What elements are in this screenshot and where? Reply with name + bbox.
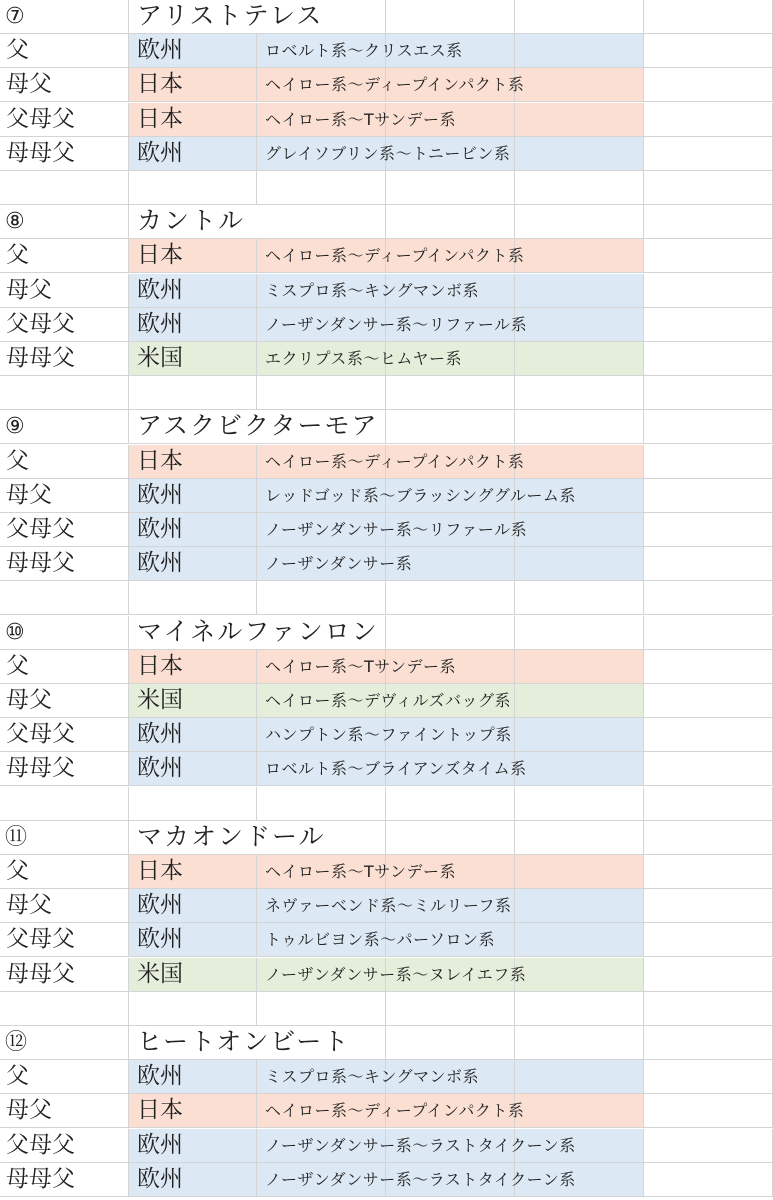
grid-cell[interactable] <box>515 34 644 68</box>
grid-cell[interactable] <box>644 581 773 615</box>
grid-cell[interactable] <box>644 923 773 957</box>
grid-cell[interactable] <box>644 137 773 171</box>
relation-label: 父母父 <box>6 1131 75 1158</box>
grid-cell[interactable] <box>515 821 644 855</box>
region-label: 日本 <box>137 242 183 269</box>
grid-cell[interactable] <box>515 445 644 479</box>
grid-cell[interactable] <box>644 103 773 137</box>
pedigree-row <box>0 1129 773 1163</box>
pedigree-row <box>0 513 773 547</box>
sire-line-label: ロベルト系～ブライアンズタイム系 <box>265 759 527 779</box>
relation-label: 父母父 <box>6 310 75 337</box>
region-label: 日本 <box>137 652 183 679</box>
grid-cell[interactable] <box>0 581 129 615</box>
grid-cell[interactable] <box>644 684 773 718</box>
relation-label: 父母父 <box>6 721 75 748</box>
grid-cell[interactable] <box>515 376 644 410</box>
spacer-row <box>0 171 773 205</box>
relation-label: 母父 <box>6 276 52 303</box>
horse-header-row <box>0 616 773 650</box>
relation-label: 母母父 <box>6 960 75 987</box>
grid-cell[interactable] <box>129 787 257 821</box>
region-label: 欧州 <box>137 310 183 337</box>
grid-cell[interactable] <box>515 342 644 376</box>
grid-cell[interactable] <box>386 376 515 410</box>
grid-cell[interactable] <box>386 1026 515 1060</box>
spacer-row <box>0 787 773 821</box>
horse-number: ⑫ <box>5 1030 28 1055</box>
horse-name: マイネルファンロン <box>137 616 379 646</box>
relation-label: 母母父 <box>6 550 75 577</box>
region-label: 米国 <box>137 960 183 987</box>
sire-line-label: ノーザンダンサー系～リファール系 <box>265 520 528 539</box>
relation-label: 父母父 <box>6 516 75 542</box>
spacer-row <box>0 992 773 1026</box>
grid-cell[interactable] <box>515 650 644 684</box>
relation-label: 母父 <box>6 1097 52 1124</box>
region-label: 欧州 <box>137 139 183 166</box>
sire-line-label: ミスプロ系～キングマンボ系 <box>265 1067 480 1087</box>
region-label: 欧州 <box>137 37 183 64</box>
grid-cell[interactable] <box>644 718 773 752</box>
grid-cell[interactable] <box>644 342 773 376</box>
sire-line-label: エクリプス系～ヒムヤー系 <box>265 349 463 368</box>
horse-number: ⑦ <box>5 4 25 29</box>
grid-cell[interactable] <box>644 205 773 239</box>
grid-cell[interactable] <box>644 547 773 581</box>
grid-cell[interactable] <box>644 1060 773 1094</box>
sire-line-label: ヘイロー系～ディープインパクト系 <box>265 75 525 95</box>
grid-cell[interactable] <box>129 171 257 205</box>
pedigree-row <box>0 1060 773 1094</box>
grid-cell[interactable] <box>644 68 773 102</box>
region-label: 欧州 <box>137 721 183 748</box>
region-label: 日本 <box>137 1097 183 1124</box>
grid-cell[interactable] <box>129 376 257 410</box>
grid-cell[interactable] <box>644 1163 773 1197</box>
grid-cell[interactable] <box>515 137 644 171</box>
region-label: 欧州 <box>137 1063 183 1090</box>
horse-name: アスクビクターモア <box>137 411 379 441</box>
grid-cell[interactable] <box>257 205 386 239</box>
horse-header-row <box>0 0 773 34</box>
grid-cell[interactable] <box>644 616 773 650</box>
grid-cell[interactable] <box>644 376 773 410</box>
pedigree-row <box>0 479 773 513</box>
grid-cell[interactable] <box>515 923 644 957</box>
grid-cell[interactable] <box>515 547 644 581</box>
grid-cell[interactable] <box>257 376 386 410</box>
spacer-row <box>0 376 773 410</box>
relation-label: 父 <box>6 447 29 474</box>
grid-cell[interactable] <box>515 752 644 786</box>
grid-cell[interactable] <box>515 308 644 342</box>
horse-header-row <box>0 1026 773 1060</box>
sire-line-label: ミスプロ系～キングマンボ系 <box>265 280 480 300</box>
pedigree-row <box>0 445 773 479</box>
region-label: 欧州 <box>137 276 183 303</box>
grid-cell[interactable] <box>515 103 644 137</box>
grid-cell[interactable] <box>644 34 773 68</box>
grid-cell[interactable] <box>515 0 644 34</box>
relation-label: 母父 <box>6 892 52 919</box>
grid-cell[interactable] <box>644 650 773 684</box>
grid-cell[interactable] <box>644 889 773 923</box>
relation-label: 父 <box>6 242 29 269</box>
grid-cell[interactable] <box>386 821 515 855</box>
pedigree-row <box>0 1094 773 1128</box>
horse-name: アリストテレス <box>137 1 324 30</box>
relation-label: 母父 <box>6 687 52 713</box>
grid-cell[interactable] <box>257 992 386 1026</box>
grid-cell[interactable] <box>386 616 515 650</box>
grid-cell[interactable] <box>515 171 644 205</box>
grid-cell[interactable] <box>515 581 644 615</box>
pedigree-row <box>0 855 773 889</box>
grid-cell[interactable] <box>644 958 773 992</box>
horse-header-row <box>0 205 773 239</box>
region-label: 日本 <box>137 71 183 98</box>
horse-header-row <box>0 410 773 444</box>
relation-label: 父 <box>6 37 29 64</box>
region-label: 欧州 <box>137 481 183 508</box>
grid-cell[interactable] <box>386 992 515 1026</box>
pedigree-row <box>0 889 773 923</box>
grid-cell[interactable] <box>257 787 386 821</box>
sire-line-label: ヘイロー系～ディープインパクト系 <box>265 246 525 266</box>
horse-name: カントル <box>137 206 246 236</box>
pedigree-row <box>0 308 773 342</box>
sire-line-label: ネヴァーベンド系～ミルリーフ系 <box>265 896 512 916</box>
grid-cell[interactable] <box>515 958 644 992</box>
pedigree-row <box>0 718 773 752</box>
grid-cell[interactable] <box>515 205 644 239</box>
pedigree-row <box>0 684 773 718</box>
relation-label: 母母父 <box>6 345 75 371</box>
pedigree-row <box>0 34 773 68</box>
grid-cell[interactable] <box>644 787 773 821</box>
grid-cell[interactable] <box>257 581 386 615</box>
grid-cell[interactable] <box>644 752 773 786</box>
grid-cell[interactable] <box>515 513 644 547</box>
region-label: 欧州 <box>137 550 183 577</box>
grid-cell[interactable] <box>129 992 257 1026</box>
grid-cell[interactable] <box>129 581 257 615</box>
region-label: 欧州 <box>137 516 183 542</box>
region-label: 米国 <box>137 345 183 371</box>
grid-cell[interactable] <box>644 171 773 205</box>
grid-cell[interactable] <box>644 410 773 444</box>
grid-cell[interactable] <box>515 1094 644 1128</box>
grid-cell[interactable] <box>644 855 773 889</box>
pedigree-row <box>0 958 773 992</box>
grid-cell[interactable] <box>515 855 644 889</box>
grid-cell[interactable] <box>644 479 773 513</box>
relation-label: 父 <box>6 858 29 884</box>
sire-line-label: トゥルビヨン系～パーソロン系 <box>265 930 495 950</box>
region-label: 欧州 <box>137 1131 183 1158</box>
region-label: 日本 <box>137 447 183 474</box>
region-label: 欧州 <box>137 926 183 953</box>
pedigree-row <box>0 342 773 376</box>
sire-line-label: グレイソブリン系～トニービン系 <box>265 143 511 163</box>
grid-cell[interactable] <box>386 205 515 239</box>
grid-cell[interactable] <box>644 0 773 34</box>
grid-cell[interactable] <box>515 684 644 718</box>
horse-number: ⑩ <box>5 619 25 645</box>
pedigree-row <box>0 923 773 957</box>
pedigree-row <box>0 274 773 308</box>
sire-line-label: ノーザンダンサー系～リファール系 <box>265 314 528 334</box>
grid-cell[interactable] <box>515 274 644 308</box>
relation-label: 母母父 <box>6 139 75 166</box>
grid-cell[interactable] <box>0 376 129 410</box>
grid-cell[interactable] <box>386 787 515 821</box>
region-label: 米国 <box>137 687 183 713</box>
sire-line-label: ロベルト系～クリスエス系 <box>265 41 463 61</box>
grid-cell[interactable] <box>386 581 515 615</box>
grid-cell[interactable] <box>644 1094 773 1128</box>
sire-line-label: ヘイロー系～ディープインパクト系 <box>265 451 525 471</box>
grid-cell[interactable] <box>386 0 515 34</box>
sire-line-label: ヘイロー系～Tサンデー系 <box>265 862 456 881</box>
horse-header-row <box>0 821 773 855</box>
sire-line-label: ヘイロー系～Tサンデー系 <box>265 109 456 129</box>
grid-cell[interactable] <box>515 616 644 650</box>
grid-cell[interactable] <box>644 445 773 479</box>
grid-cell[interactable] <box>515 1026 644 1060</box>
sire-line-label: ヘイロー系～ディープインパクト系 <box>265 1101 525 1121</box>
grid-cell[interactable] <box>644 992 773 1026</box>
pedigree-row <box>0 103 773 137</box>
relation-label: 母父 <box>6 481 52 508</box>
pedigree-row <box>0 68 773 102</box>
grid-cell[interactable] <box>515 992 644 1026</box>
grid-cell[interactable] <box>644 1129 773 1163</box>
spacer-row <box>0 581 773 615</box>
horse-name: ヒートオンビート <box>137 1027 351 1056</box>
relation-label: 母母父 <box>6 755 75 782</box>
grid-cell[interactable] <box>515 410 644 444</box>
region-label: 欧州 <box>137 755 183 782</box>
sire-line-label: ノーザンダンサー系～ラストタイクーン系 <box>265 1169 576 1189</box>
grid-cell[interactable] <box>515 787 644 821</box>
relation-label: 父 <box>6 652 29 679</box>
grid-cell[interactable] <box>257 171 386 205</box>
relation-label: 父母父 <box>6 105 75 132</box>
region-label: 欧州 <box>137 892 183 919</box>
sire-line-label: ハンプトン系～ファイントップ系 <box>265 725 512 745</box>
grid-cell[interactable] <box>515 239 644 273</box>
pedigree-row <box>0 547 773 581</box>
grid-cell[interactable] <box>644 821 773 855</box>
pedigree-row <box>0 752 773 786</box>
region-label: 日本 <box>137 858 183 884</box>
horse-number: ⑪ <box>5 824 28 850</box>
pedigree-row <box>0 137 773 171</box>
sire-line-label: ノーザンダンサー系～ヌレイエフ系 <box>265 964 527 984</box>
pedigree-row <box>0 239 773 273</box>
sire-line-label: ヘイロー系～Tサンデー系 <box>265 656 456 676</box>
grid-cell[interactable] <box>515 718 644 752</box>
grid-cell[interactable] <box>515 1060 644 1094</box>
grid-cell[interactable] <box>0 171 129 205</box>
grid-cell[interactable] <box>644 308 773 342</box>
grid-cell[interactable] <box>515 889 644 923</box>
horse-number: ⑨ <box>5 414 25 440</box>
sire-line-label: レッドゴッド系～ブラッシンググルーム系 <box>265 485 576 505</box>
pedigree-row <box>0 1163 773 1197</box>
grid-cell[interactable] <box>644 513 773 547</box>
grid-cell[interactable] <box>386 410 515 444</box>
horse-number: ⑧ <box>5 209 25 235</box>
relation-label: 母母父 <box>6 1165 75 1192</box>
grid-cell[interactable] <box>515 68 644 102</box>
grid-cell[interactable] <box>386 171 515 205</box>
horse-name: マカオンドール <box>137 821 326 851</box>
sire-line-label: ノーザンダンサー系 <box>265 554 413 574</box>
relation-label: 父 <box>6 1063 29 1090</box>
region-label: 日本 <box>137 105 183 132</box>
sire-line-label: ノーザンダンサー系～ラストタイクーン系 <box>265 1135 576 1155</box>
region-label: 欧州 <box>137 1165 183 1192</box>
grid-cell[interactable] <box>0 992 129 1026</box>
relation-label: 母父 <box>6 71 52 98</box>
sire-line-label: ヘイロー系～デヴィルズバッグ系 <box>265 691 512 710</box>
pedigree-row <box>0 650 773 684</box>
grid-cell[interactable] <box>644 274 773 308</box>
grid-cell[interactable] <box>0 787 129 821</box>
grid-cell[interactable] <box>644 239 773 273</box>
relation-label: 父母父 <box>6 926 75 953</box>
grid-cell[interactable] <box>644 1026 773 1060</box>
